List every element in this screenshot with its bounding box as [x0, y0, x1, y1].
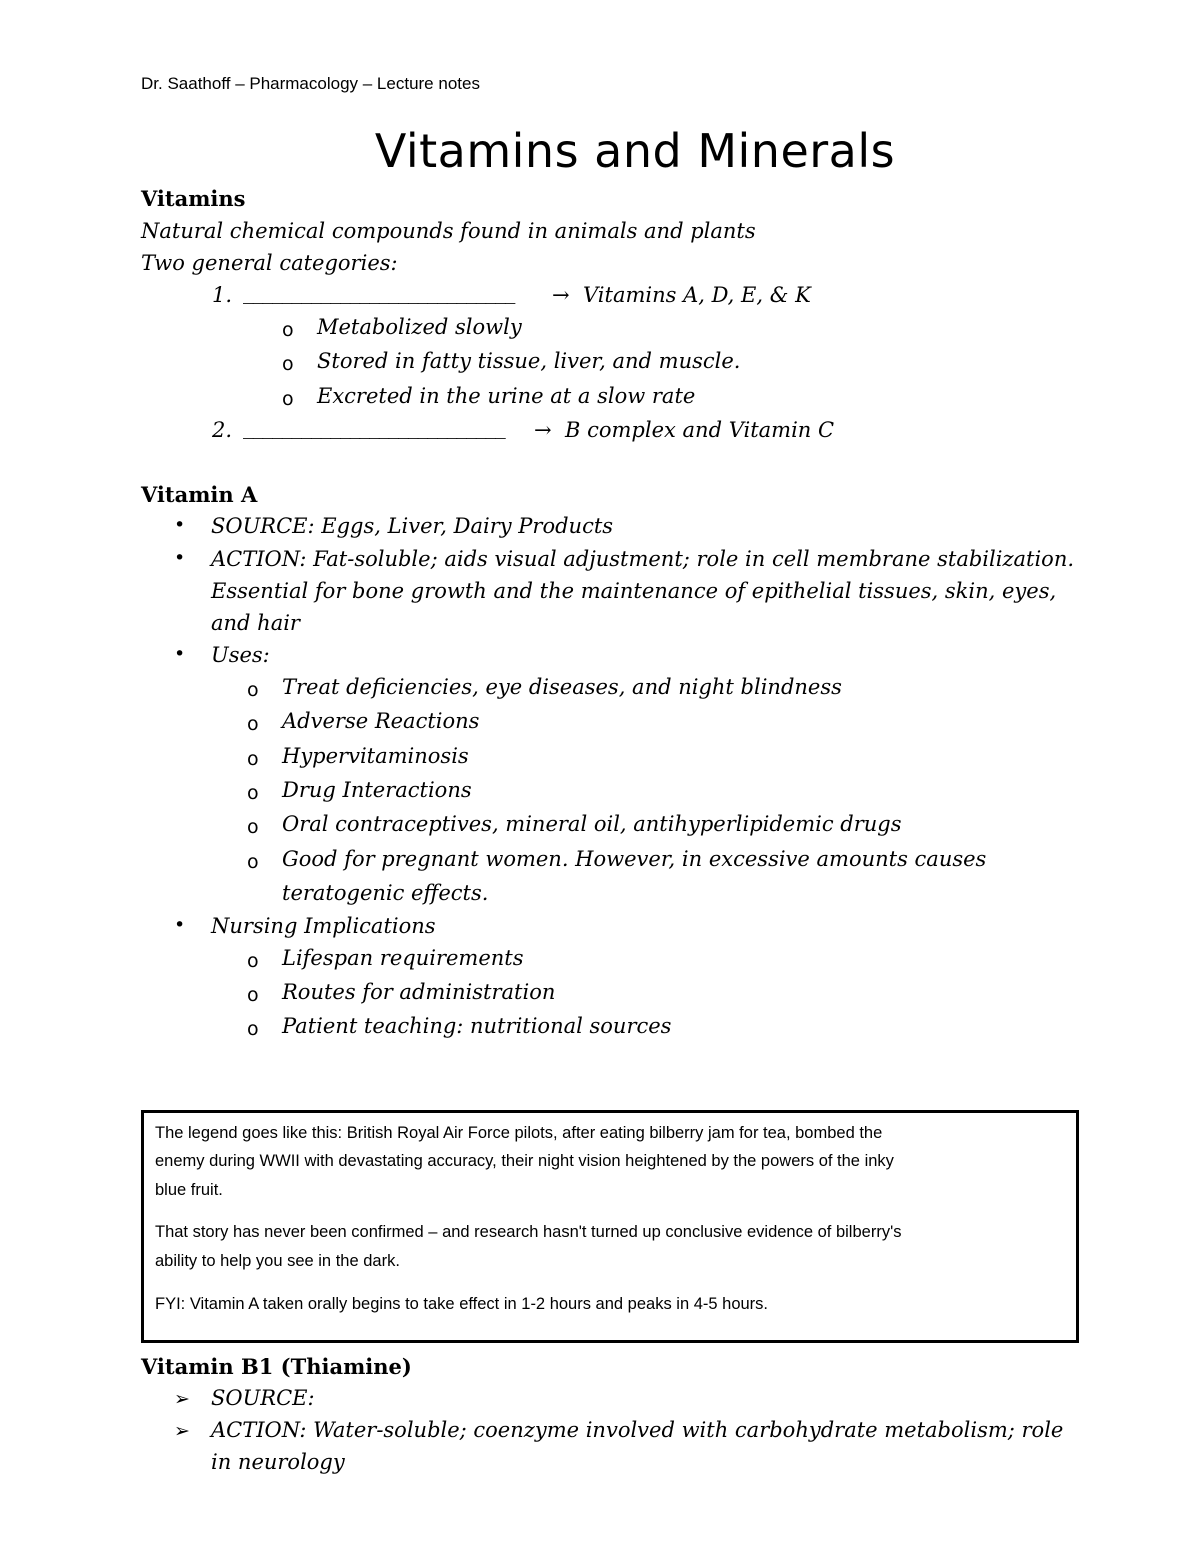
nursing-item: Patient teaching: nutritional sources [282, 1014, 672, 1038]
fill-in-blank: ___________________________ [243, 415, 505, 439]
nursing-item: Routes for administration [282, 980, 556, 1004]
circle-bullet-icon: o [247, 679, 259, 701]
circle-bullet-icon: o [282, 388, 294, 410]
section-heading-vitamin-a: Vitamin A [141, 482, 258, 507]
vitamin-b1-action-line: ACTION: Water-soluble; coenzyme involved with carbohydrate metabolism; role [211, 1418, 1064, 1442]
arrowhead-bullet-icon: ➢ [174, 1388, 190, 1410]
use-item: Adverse Reactions [282, 709, 480, 733]
arrowhead-bullet-icon: ➢ [174, 1420, 190, 1442]
circle-bullet-icon: o [282, 353, 294, 375]
use-item: Oral contraceptives, mineral oil, antihyperlipidemic drugs [282, 812, 902, 836]
fill-in-blank: ____________________________ [243, 280, 515, 304]
page-title: Vitamins and Minerals [374, 124, 896, 178]
sub-item: Stored in fatty tissue, liver, and muscle. [317, 349, 741, 373]
callout-line: The legend goes like this: British Royal Air Force pilots, after eating bilberry jam for tea, bombed the [155, 1124, 883, 1142]
nursing-implications-label: Nursing Implications [211, 914, 436, 938]
circle-bullet-icon: o [247, 1018, 259, 1040]
vitamin-b1-source: SOURCE: [211, 1386, 315, 1410]
vitamin-a-action-line: and hair [211, 611, 300, 635]
sub-item: Excreted in the urine at a slow rate [317, 384, 696, 408]
page-header: Dr. Saathoff – Pharmacology – Lecture notes [141, 74, 480, 93]
category-number: 2. [212, 418, 233, 442]
bullet-icon: • [174, 643, 186, 665]
use-item: Treat deficiencies, eye diseases, and night blindness [282, 675, 842, 699]
callout-line: blue fruit. [155, 1181, 223, 1199]
circle-bullet-icon: o [247, 748, 259, 770]
circle-bullet-icon: o [247, 984, 259, 1006]
category-text: Vitamins A, D, E, & K [583, 283, 811, 307]
vitamin-a-source: SOURCE: Eggs, Liver, Dairy Products [211, 514, 614, 538]
callout-line: ability to help you see in the dark. [155, 1252, 400, 1270]
circle-bullet-icon: o [247, 851, 259, 873]
sub-item: Metabolized slowly [317, 315, 522, 339]
arrow-icon: → [534, 418, 552, 442]
vitamin-a-action-line: Essential for bone growth and the maintenance of epithelial tissues, skin, eyes, [211, 579, 1057, 603]
section-heading-vitamins: Vitamins [141, 186, 246, 211]
arrow-icon: → [552, 283, 570, 307]
category-number: 1. [212, 283, 233, 307]
callout-line: That story has never been confirmed – and research hasn't turned up conclusive evidence of bilberry's [155, 1223, 902, 1241]
category-text: B complex and Vitamin C [565, 418, 835, 442]
circle-bullet-icon: o [247, 950, 259, 972]
bullet-icon: • [174, 547, 186, 569]
vitamin-a-uses-label: Uses: [211, 643, 270, 667]
use-item: Good for pregnant women. However, in excessive amounts causes [282, 847, 987, 871]
circle-bullet-icon: o [282, 319, 294, 341]
circle-bullet-icon: o [247, 782, 259, 804]
circle-bullet-icon: o [247, 816, 259, 838]
bullet-icon: • [174, 514, 186, 536]
vitamins-definition: Natural chemical compounds found in animals and plants [141, 219, 756, 243]
use-item: Hypervitaminosis [282, 744, 469, 768]
vitamin-a-action-line: ACTION: Fat-soluble; aids visual adjustment; role in cell membrane stabilization. [211, 547, 1075, 571]
vitamins-categories-intro: Two general categories: [141, 251, 398, 275]
callout-line: enemy during WWII with devastating accuracy, their night vision heightened by the powers of the inky [155, 1152, 894, 1170]
use-item-continued: teratogenic effects. [282, 881, 489, 905]
vitamin-b1-action-line: in neurology [211, 1450, 345, 1474]
use-item: Drug Interactions [282, 778, 472, 802]
circle-bullet-icon: o [247, 713, 259, 735]
section-heading-vitamin-b1: Vitamin B1 (Thiamine) [141, 1354, 412, 1379]
callout-line: FYI: Vitamin A taken orally begins to take effect in 1-2 hours and peaks in 4-5 hours. [155, 1295, 768, 1313]
nursing-item: Lifespan requirements [282, 946, 524, 970]
bullet-icon: • [174, 914, 186, 936]
